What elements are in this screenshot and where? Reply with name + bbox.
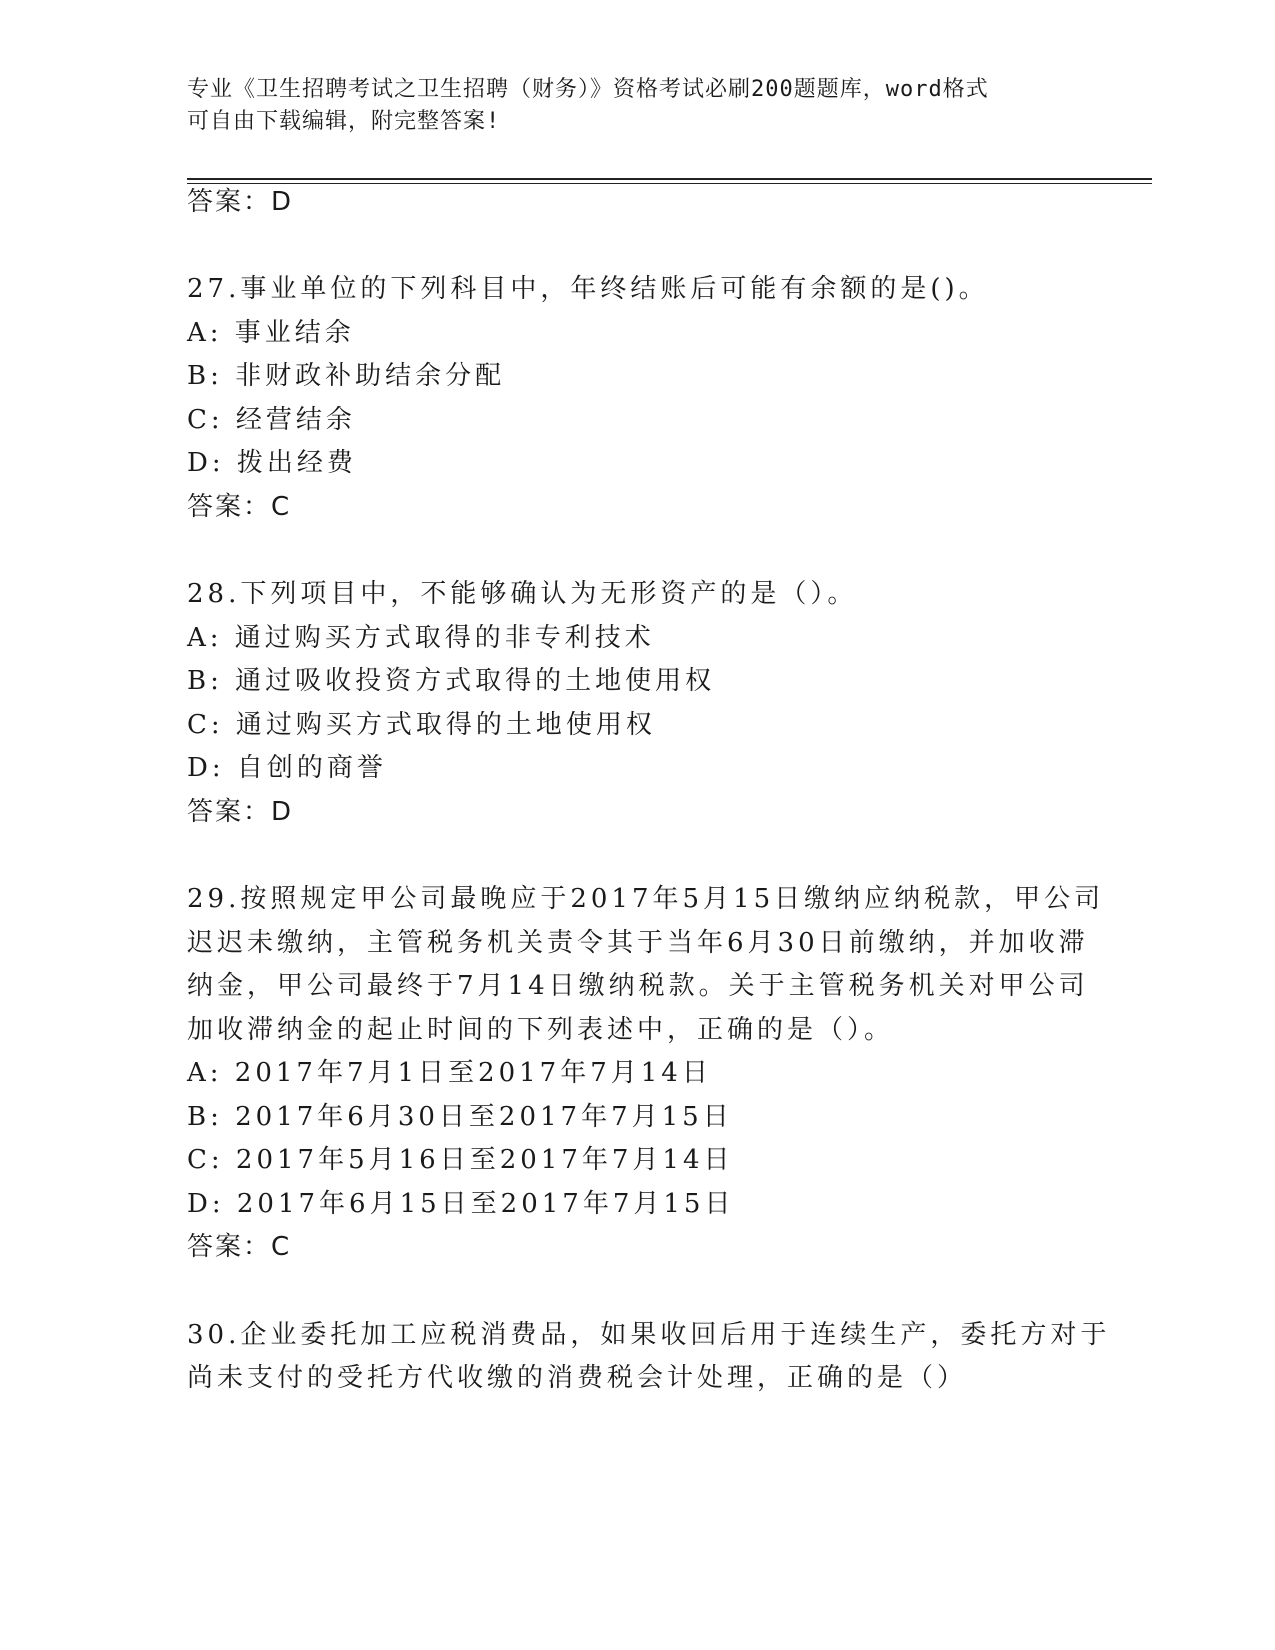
answer-28: 答案：D [187,797,294,827]
answer-27: 答案：C [187,492,292,522]
question-28-stem: 28.下列项目中，不能够确认为无形资产的是（）。 [187,579,858,609]
question-29-option-c: C: 2017年5月16日至2017年7月14日 [187,1145,734,1175]
header-title-line-1: 专业《卫生招聘考试之卫生招聘（财务）》资格考试必刷200题题库，word格式 [187,77,989,102]
question-28-option-b: B: 通过吸收投资方式取得的土地使用权 [187,666,716,696]
answer-29: 答案：C [187,1232,292,1262]
answer-26: 答案：D [187,187,294,217]
question-29-option-a: A: 2017年7月1日至2017年7月14日 [187,1058,712,1088]
question-29-stem-line-4: 加收滞纳金的起止时间的下列表述中，正确的是（）。 [187,1015,895,1045]
question-29-stem-line-1: 29.按照规定甲公司最晚应于2017年5月15日缴纳应纳税款，甲公司 [187,884,1105,914]
header-divider-thin [187,183,1152,184]
question-30-stem-line-1: 30.企业委托加工应税消费品，如果收回后用于连续生产，委托方对于 [187,1320,1111,1350]
question-29-option-d: D: 2017年6月15日至2017年7月15日 [187,1189,735,1219]
question-27-stem: 27.事业单位的下列科目中，年终结账后可能有余额的是()。 [187,274,989,304]
question-27-option-b: B: 非财政补助结余分配 [187,361,506,391]
question-29-stem-line-3: 纳金，甲公司最终于7月14日缴纳税款。关于主管税务机关对甲公司 [187,971,1089,1001]
question-29-option-b: B: 2017年6月30日至2017年7月15日 [187,1102,733,1132]
question-30-stem-line-2: 尚未支付的受托方代收缴的消费税会计处理，正确的是（） [187,1363,968,1393]
question-27-option-a: A: 事业结余 [187,318,355,348]
question-29-stem-line-2: 迟迟未缴纳，主管税务机关责令其于当年6月30日前缴纳，并加收滞 [187,928,1089,958]
question-27-option-c: C: 经营结余 [187,405,356,435]
question-27-option-d: D: 拨出经费 [187,448,357,478]
question-28-option-a: A: 通过购买方式取得的非专利技术 [187,623,655,653]
question-28-option-d: D: 自创的商誉 [187,753,387,783]
header-title-line-2: 可自由下载编辑，附完整答案! [187,109,501,134]
page-header [187,74,1067,138]
question-28-option-c: C: 通过购买方式取得的土地使用权 [187,710,656,740]
header-divider-thick [187,178,1152,180]
